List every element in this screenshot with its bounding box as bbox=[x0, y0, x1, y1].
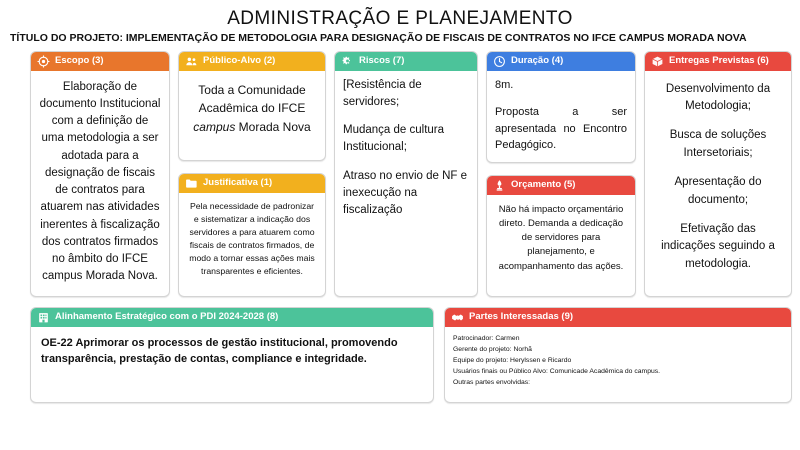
publico-italic: campus bbox=[193, 119, 236, 134]
target-icon bbox=[37, 55, 50, 68]
card-alinhamento-estrategico[interactable] bbox=[30, 307, 434, 403]
card-duracao-title: Duração (4) bbox=[511, 54, 564, 66]
riscos-item: Atraso no envio de NF e inexecução na fiscalização bbox=[343, 169, 468, 217]
card-justificativa-body: Pela necessidade de padronizar e sistematizar a indicação dos servidores a para atuarem como fiscais de contratos firmados, de modo a tornar essas ações mais transparentes e eficientes. bbox=[189, 200, 315, 276]
card-orcamento-title: Orçamento (5) bbox=[511, 178, 576, 190]
card-entregas-title: Entregas Previstas (6) bbox=[669, 54, 769, 66]
gears-icon bbox=[341, 55, 354, 68]
partes-item: Usuários finais ou Público Alvo: Comunicade Acadêmica do campus. bbox=[453, 368, 661, 376]
entregas-item: Desenvolvimento da Metodologia; bbox=[665, 82, 771, 113]
publico-line-2: Acadêmica do IFCE bbox=[198, 101, 306, 116]
box-icon bbox=[651, 55, 664, 68]
card-partes-interessadas[interactable] bbox=[444, 307, 792, 403]
folder-icon bbox=[185, 177, 198, 190]
card-publico-alvo-body bbox=[179, 71, 325, 145]
card-orcamento-header bbox=[487, 176, 635, 195]
card-publico-alvo[interactable] bbox=[178, 51, 326, 161]
entregas-item: Apresentação do documento; bbox=[674, 175, 762, 206]
card-riscos-header bbox=[335, 52, 477, 71]
publico-line-1: Toda a Comunidade bbox=[198, 82, 306, 97]
partes-item: Gerente do projeto: Norhã bbox=[453, 345, 532, 353]
card-escopo-header bbox=[31, 52, 169, 71]
building-icon bbox=[37, 311, 50, 324]
handshake-icon bbox=[451, 311, 464, 324]
card-publico-alvo-header bbox=[179, 52, 325, 71]
card-partes-title: Partes Interessadas (9) bbox=[469, 310, 574, 322]
card-justificativa[interactable] bbox=[178, 173, 326, 297]
card-publico-alvo-title: Público-Alvo (2) bbox=[203, 54, 276, 66]
card-duracao-body bbox=[487, 71, 635, 162]
cards-board bbox=[8, 51, 792, 423]
card-riscos-body bbox=[335, 71, 477, 228]
project-subtitle: TÍTULO DO PROJETO: IMPLEMENTAÇÃO DE METODOLOGIA PARA DESIGNAÇÃO DE FISCAIS DE CONTRATOS NO IFCE CAMPUS MORADA NOVA bbox=[10, 32, 747, 44]
partes-item: Outras partes envolvidas: bbox=[453, 379, 531, 387]
duracao-item: 8m. bbox=[495, 78, 514, 91]
card-alinhamento-title: Alinhamento Estratégico com o PDI 2024-2028 (8) bbox=[55, 310, 279, 322]
publico-line-3-rest: Morada Nova bbox=[235, 119, 311, 134]
partes-item: Patrocinador: Carmen bbox=[453, 334, 520, 342]
card-orcamento-body: Não há impacto orçamentário direto. Demanda a dedicação de servidores para planejamento, e acompanhamento das ações. bbox=[498, 203, 624, 272]
card-escopo[interactable] bbox=[30, 51, 170, 297]
riscos-item: Mudança de cultura Institucional; bbox=[343, 124, 445, 154]
card-justificativa-title: Justificativa (1) bbox=[203, 176, 273, 188]
card-entregas-header bbox=[645, 52, 791, 71]
card-escopo-body: Elaboração de documento Institucional com a definição de uma metodologia a ser adotada para a designação de fiscais de contratos para atuarem nas atividades inerentes à fiscalização dos contratos firmados no âmbito do IFCE campus Morada Nova. bbox=[39, 80, 161, 283]
card-justificativa-header bbox=[179, 174, 325, 193]
card-duracao-header bbox=[487, 52, 635, 71]
card-entregas-previstas[interactable] bbox=[644, 51, 792, 297]
page-title: ADMINISTRAÇÃO E PLANEJAMENTO bbox=[227, 8, 573, 29]
card-riscos[interactable] bbox=[334, 51, 478, 297]
card-duracao[interactable] bbox=[486, 51, 636, 163]
card-alinhamento-body: OE-22 Aprimorar os processos de gestão institucional, promovendo transparência, prestação de contas, compliance e integridade. bbox=[41, 336, 398, 366]
partes-item: Equipe do projeto: Herylssen e Ricardo bbox=[453, 357, 572, 365]
card-riscos-title: Riscos (7) bbox=[359, 54, 405, 66]
entregas-item: Efetivação das indicações seguindo a metodologia. bbox=[661, 222, 775, 271]
clock-icon bbox=[493, 55, 506, 68]
card-partes-header bbox=[445, 308, 791, 327]
people-icon bbox=[185, 55, 198, 68]
entregas-item: Busca de soluções Intersetoriais; bbox=[669, 129, 767, 160]
money-icon bbox=[493, 179, 506, 192]
card-entregas-body bbox=[645, 71, 791, 282]
card-orcamento[interactable] bbox=[486, 175, 636, 297]
riscos-item: [Resistência de servidores; bbox=[343, 78, 422, 108]
duracao-item: Proposta a ser apresentada no Encontro Pedagógico. bbox=[495, 106, 627, 152]
card-alinhamento-header bbox=[31, 308, 433, 327]
card-partes-body bbox=[445, 327, 791, 395]
publico-line-3 bbox=[187, 118, 317, 137]
card-escopo-title: Escopo (3) bbox=[55, 54, 104, 66]
